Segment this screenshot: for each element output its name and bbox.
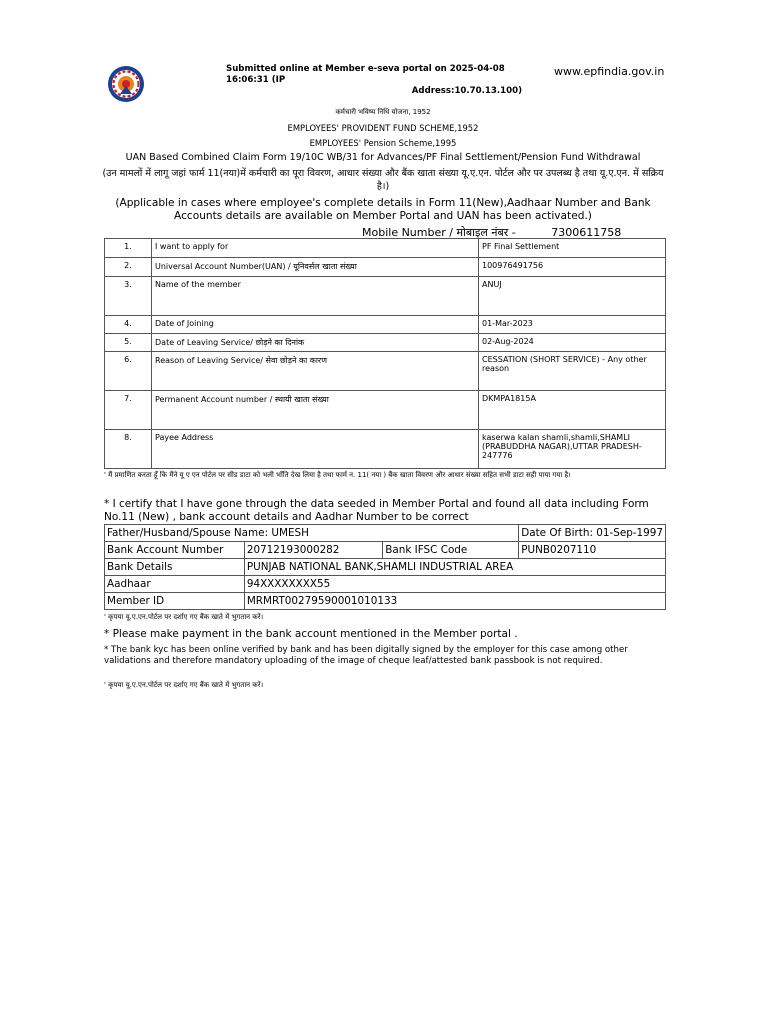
table-row (105, 430, 666, 469)
claim-details-table (104, 238, 666, 469)
row-value: 01-Mar-2023 (479, 316, 666, 334)
row-value: PF Final Settlement (479, 239, 666, 258)
member-id-label: Member ID (105, 593, 245, 610)
row-label: Date of Leaving Service/ छोड़ने का दिनांक (152, 334, 479, 352)
row-label: Reason of Leaving Service/ सेवा छोड़ने का कारण (152, 352, 479, 391)
form-title: UAN Based Combined Claim Form 19/10C WB/31 for Advances/PF Final Settlement/Pension Fund Withdrawal (125, 152, 641, 163)
date-of-birth: Date Of Birth: 01-Sep-1997 (519, 525, 666, 542)
table-row (105, 316, 666, 334)
father-name: Father/Husband/Spouse Name: UMESH (105, 525, 519, 542)
mobile-value: 7300611758 (551, 226, 622, 239)
website-link[interactable]: www.epfindia.gov.in (554, 65, 665, 78)
hindi-payment-note: ' कृपया यू.ए.एन.पोर्टल पर दर्शाए गए बैंक खाते में भुगतान करें। (104, 613, 264, 621)
row-value: CESSATION (SHORT SERVICE) - Any other reason (479, 352, 666, 391)
bank-details-table (104, 524, 666, 610)
applicability-note: (Applicable in cases where employee's complete details in Form 11(New),Aadhaar Number and Bank Accounts details are available on Member Portal and UAN has been activated.) (115, 197, 651, 222)
table-row (105, 258, 666, 277)
table-row (105, 593, 666, 610)
epfo-logo (106, 64, 146, 104)
hindi-scheme-title: कर्मचारी भविष्य निधि योजना, 1952 (335, 108, 431, 116)
row-label: Payee Address (152, 430, 479, 469)
table-row (105, 239, 666, 258)
kyc-note: * The bank kyc has been online verified by bank and has been digitally signed by the employer for this case among other validations and therefore mandatory uploading of the image of cheque leaf/attested bank passbook is not required. (104, 645, 628, 666)
bank-details-value: PUNJAB NATIONAL BANK,SHAMLI INDUSTRIAL AREA (244, 559, 665, 576)
aadhaar-label: Aadhaar (105, 576, 245, 593)
row-value: ANUJ (479, 277, 666, 316)
bank-details-label: Bank Details (105, 559, 245, 576)
row-value: 100976491756 (479, 258, 666, 277)
row-value: DKMPA1815A (479, 391, 666, 430)
row-number: 3. (105, 277, 152, 316)
table-row (105, 525, 666, 542)
row-number: 6. (105, 352, 152, 391)
row-number: 8. (105, 430, 152, 469)
certification-statement: * I certify that I have gone through the data seeded in Member Portal and found all data including Form No.11 (New) , bank account details and Aadhar Number to be correct (104, 498, 649, 523)
hindi-final-note: ' कृपया यू.ए.एन.पोर्टल पर दर्शाए गए बैंक खाते में भुगतान करें। (104, 681, 264, 689)
aadhaar-value: 94XXXXXXXX55 (244, 576, 665, 593)
row-value: kaserwa kalan shamli,shamli,SHAMLI (PRABUDDHA NAGAR),UTTAR PRADESH-247776 (479, 430, 666, 469)
pension-title: EMPLOYEES' Pension Scheme,1995 (309, 138, 457, 148)
ifsc-label: Bank IFSC Code (383, 542, 519, 559)
scheme-title: EMPLOYEES' PROVIDENT FUND SCHEME,1952 (287, 123, 479, 133)
hindi-certification: ' मैं प्रमाणित करता हूँ कि मैंने यू ए एन पोर्टल पर सीड डाटा को भली भाँति देख लिया है तथा फार्म न. 11( नया ) बैंक खाता विवरण और आधार संख्या सहित सभी डाटा सही पाया गया है। (104, 471, 571, 479)
bank-account-label: Bank Account Number (105, 542, 245, 559)
mobile-label: Mobile Number / मोबाइल नंबर - (362, 226, 516, 239)
row-number: 5. (105, 334, 152, 352)
ifsc-value: PUNB0207110 (519, 542, 666, 559)
table-row (105, 334, 666, 352)
submission-info (226, 64, 526, 97)
submission-line-2: Address:10.70.13.100) (411, 86, 522, 96)
row-label: I want to apply for (152, 239, 479, 258)
row-number: 1. (105, 239, 152, 258)
row-label: Universal Account Number(UAN) / यूनिवर्सल खाता संख्या (152, 258, 479, 277)
table-row (105, 576, 666, 593)
row-value: 02-Aug-2024 (479, 334, 666, 352)
row-label: Name of the member (152, 277, 479, 316)
table-row (105, 391, 666, 430)
row-number: 4. (105, 316, 152, 334)
submission-line-1: Submitted online at Member e-seva portal on 2025-04-08 16:06:31 (IP (226, 64, 505, 85)
member-id-value: MRMRT00279590001010133 (244, 593, 665, 610)
row-label: Permanent Account number / स्थायी खाता संख्या (152, 391, 479, 430)
table-row (105, 352, 666, 391)
table-row (105, 559, 666, 576)
row-number: 2. (105, 258, 152, 277)
table-row (105, 277, 666, 316)
hindi-applicability: (उन मामलों में लागू जहां फार्म 11(नया)में कर्मचारी का पूरा विवरण, आधार संख्या और बैंक खाता संख्या यू.ए.एन. पोर्टल और पर उपलब्ध है तथा यू.ए.एन. में सक्रिय है।) (102, 168, 664, 192)
row-number: 7. (105, 391, 152, 430)
table-row (105, 542, 666, 559)
payment-note: * Please make payment in the bank account mentioned in the Member portal . (104, 628, 518, 640)
row-label: Date of Joining (152, 316, 479, 334)
bank-account-value: 20712193000282 (244, 542, 382, 559)
